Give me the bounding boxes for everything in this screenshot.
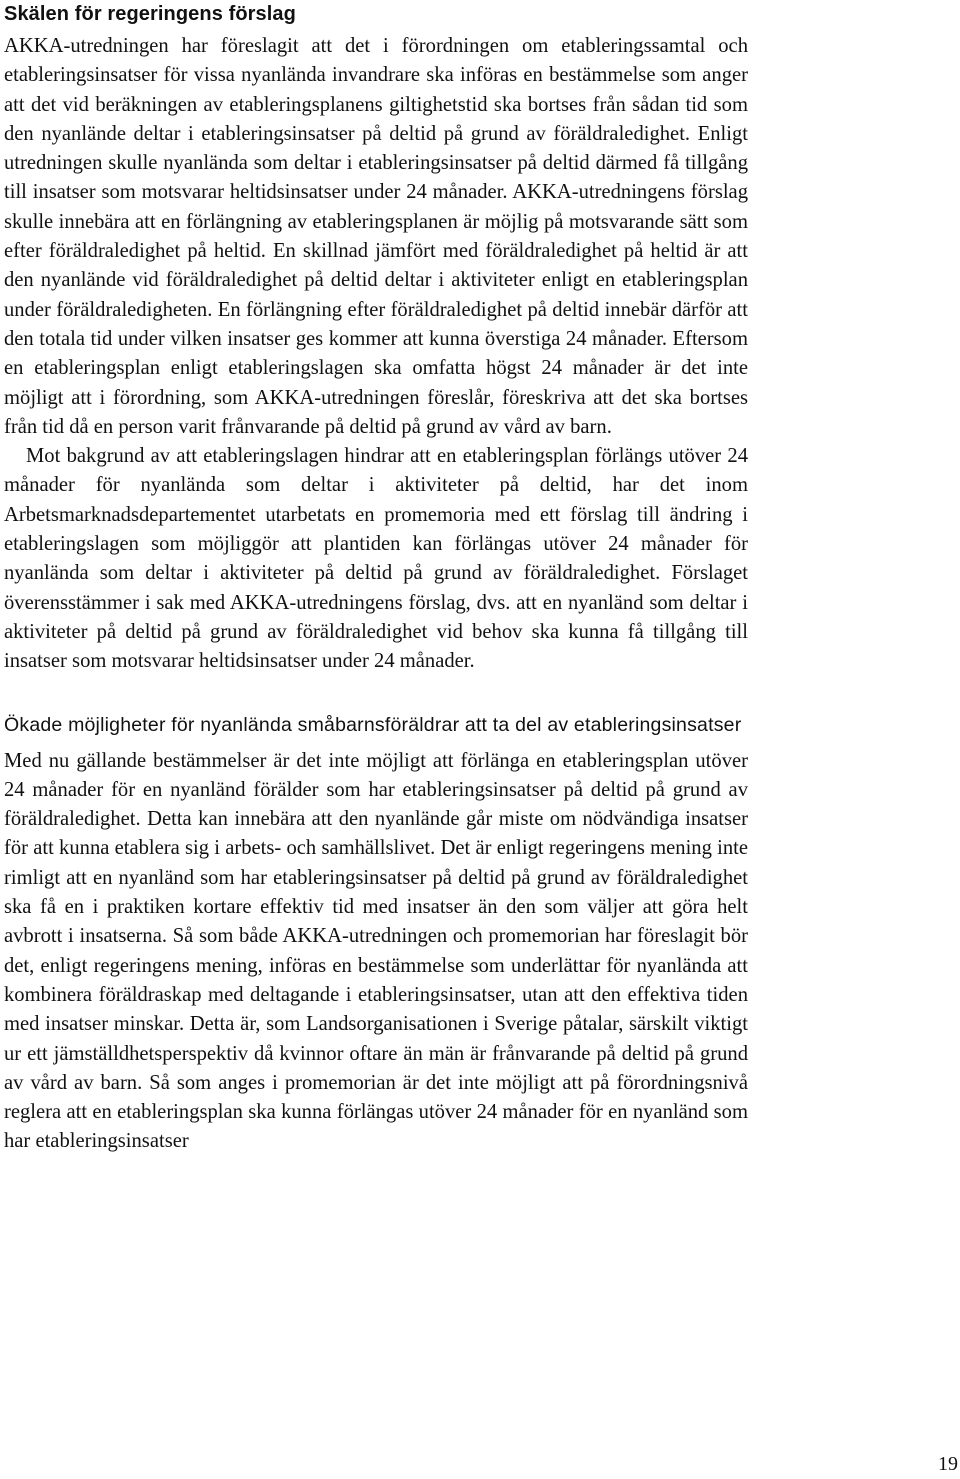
body-paragraph-3: Med nu gällande bestämmelser är det inte möjligt att förlänga en etableringsplan utöver 24 månader för en nyanländ förälder som har etableringsinsatser på deltid på grund av föräldraledighet. Detta kan innebära att den nyanlände går miste om nödvändiga insatser för att kunna etablera sig i arbets- och samhällslivet. Det är enligt regeringens mening inte rimligt att en nyanländ som har etableringsinsatser på deltid på grund av föräldraledighet ska få en i praktiken kortare effektiv tid med insatser än den som väljer att göra helt avbrott i insatserna. Så som både AKKA-utredningen och promemorian har föreslagit bör det, enligt regeringens mening, införas en bestämmelse som underlättar för nyanlända att kombinera föräldraskap med deltagande i etableringsinsatser, utan att den effektiva tiden med insatser minskar. Detta är, som Landsorganisationen i Sverige påtalar, särskilt viktigt ur ett jämställdhetsperspektiv då kvinnor oftare än män är frånvarande på deltid på grund av vård av barn. Så som anges i promemorian är det inte möjligt att på förordningsnivå reglera att en etableringsplan ska kunna förlängas utöver 24 månader för en nyanländ som har etableringsinsatser bbox=[4, 749, 748, 1153]
page-number: 19 bbox=[938, 1453, 958, 1475]
section-heading: Skälen för regeringens förslag bbox=[4, 3, 296, 25]
sub-heading: Ökade möjligheter för nyanlända småbarnsföräldrar att ta del av etableringsinsatser bbox=[4, 713, 742, 736]
body-paragraph-1: AKKA-utredningen har föreslagit att det i förordningen om etableringssamtal och etableringsinsatser för vissa nyanlända invandrare ska införas en bestämmelse som anger att det vid beräkningen av etableringsplanens giltighetstid ska bortses från sådan tid som den nyanlände deltar i etableringsinsatser på deltid på grund av föräldraledighet. Enligt utredningen skulle nyanlända som deltar i etableringsinsatser på deltid därmed få tillgång till insatser som motsvarar heltidsinsatser under 24 månader. AKKA-utredningens förslag skulle innebära att en förlängning av etableringsplanen är möjlig på motsvarande sätt som efter föräldraledighet på heltid. En skillnad jämfört med föräldraledighet på heltid är att den nyanlände vid föräldraledighet på deltid deltar i aktiviteter enligt en etableringsplan under föräldraledigheten. En förlängning efter föräldraledighet på deltid innebär därför att den totala tid under vilken insatser ges kommer att kunna överstiga 24 månader. Eftersom en etableringsplan enligt etableringslagen ska omfatta högst 24 månader är det inte möjligt att i förordning, som AKKA-utredningen föreslår, föreskriva att det ska bortses från tid då en person varit frånvarande på deltid på grund av vård av barn. bbox=[4, 35, 748, 438]
document-page bbox=[4, 0, 748, 1157]
body-paragraph-2: Mot bakgrund av att etableringslagen hindrar att en etableringsplan förlängs utöver 24 månader för nyanlända som deltar i aktiviteter på deltid, har det inom Arbetsmarknadsdepartementet utarbetats en promemoria med ett förslag till ändring i etableringslagen som möjliggör att plantiden kan förlängas utöver 24 månader för nyanlända som deltar i aktiviteter på deltid på grund av föräldraledighet. Förslaget överensstämmer i sak med AKKA-utredningens förslag, dvs. att en nyanländ som deltar i aktiviteter på deltid på grund av föräldraledighet vid behov ska kunna få tillgång till insatser som motsvarar heltidsinsatser under 24 månader. bbox=[4, 445, 748, 673]
